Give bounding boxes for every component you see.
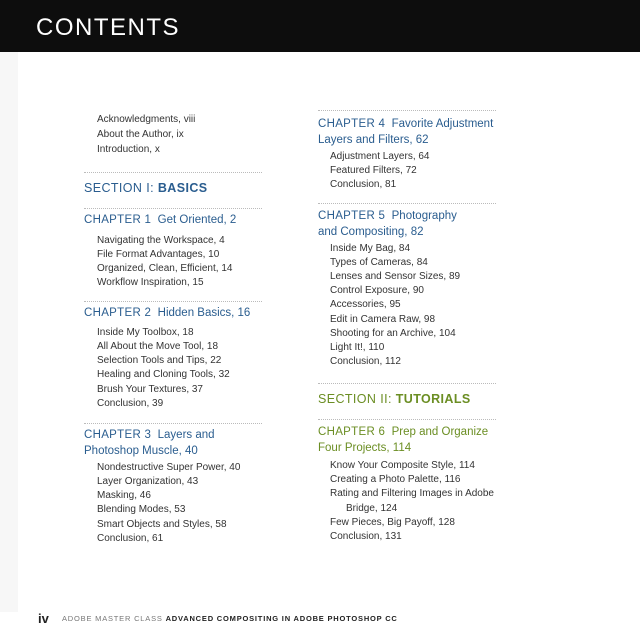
chapter-6-number: CHAPTER 6 (318, 426, 386, 438)
toc-entry[interactable]: Inside My Bag, 84 (330, 243, 411, 254)
toc-entry[interactable]: Nondestructive Super Power, 40 (97, 462, 241, 473)
chapter-5-heading[interactable] (318, 209, 457, 240)
toc-entry[interactable]: Healing and Cloning Tools, 32 (97, 369, 230, 380)
toc-entry[interactable]: Few Pieces, Big Payoff, 128 (330, 517, 455, 528)
chapter-2-heading[interactable] (84, 306, 250, 322)
toc-entry[interactable]: Conclusion, 131 (330, 531, 402, 542)
book-title: ADVANCED COMPOSITING IN ADOBE PHOTOSHOP CC (165, 614, 398, 623)
chapter-divider (318, 203, 496, 204)
section-1-name: BASICS (157, 181, 208, 195)
toc-entry[interactable]: Types of Cameras, 84 (330, 257, 428, 268)
toc-entry[interactable]: Organized, Clean, Efficient, 14 (97, 263, 233, 274)
page-number: iv (38, 611, 49, 626)
chapter-3-title: Layers and (157, 429, 215, 441)
toc-entry[interactable]: Workflow Inspiration, 15 (97, 277, 204, 288)
toc-entry[interactable]: Control Exposure, 90 (330, 285, 424, 296)
section-2-heading[interactable] (318, 392, 471, 406)
section-1-heading[interactable] (84, 181, 208, 195)
toc-entry-about-author[interactable]: About the Author, ix (97, 129, 184, 140)
chapter-2-number: CHAPTER 2 (84, 307, 152, 319)
chapter-divider (318, 110, 496, 111)
toc-entry[interactable]: Layer Organization, 43 (97, 476, 199, 487)
chapter-3-number: CHAPTER 3 (84, 429, 152, 441)
chapter-5-title: Photography (391, 210, 457, 222)
chapter-2-title: Hidden Basics, 16 (157, 307, 251, 319)
chapter-divider (84, 301, 262, 302)
toc-entry[interactable]: Masking, 46 (97, 490, 151, 501)
toc-entry-introduction[interactable]: Introduction, x (97, 144, 160, 155)
section-2-name: TUTORIALS (395, 392, 471, 406)
chapter-5-title-line2: and Compositing, 82 (318, 225, 424, 238)
page-gutter (0, 52, 18, 612)
chapter-4-title: Favorite Adjustment (391, 118, 494, 130)
toc-entry[interactable]: Inside My Toolbox, 18 (97, 327, 194, 338)
toc-entry[interactable]: Featured Filters, 72 (330, 165, 417, 176)
toc-entry[interactable]: Conclusion, 81 (330, 179, 397, 190)
chapter-5-number: CHAPTER 5 (318, 210, 386, 222)
chapter-1-title: Get Oriented, 2 (157, 214, 237, 226)
chapter-divider (84, 423, 262, 424)
page-title: CONTENTS (36, 14, 180, 41)
toc-entry[interactable]: Conclusion, 39 (97, 398, 164, 409)
chapter-divider (84, 208, 262, 209)
chapter-divider (318, 419, 496, 420)
chapter-3-heading[interactable] (84, 428, 215, 459)
toc-entry[interactable]: File Format Advantages, 10 (97, 249, 220, 260)
chapter-1-heading[interactable] (84, 213, 236, 229)
chapter-4-title-line2: Layers and Filters, 62 (318, 133, 429, 146)
toc-entry[interactable]: Accessories, 95 (330, 299, 401, 310)
toc-entry[interactable]: Navigating the Workspace, 4 (97, 235, 225, 246)
toc-entry[interactable]: Brush Your Textures, 37 (97, 384, 203, 395)
chapter-6-heading[interactable] (318, 425, 488, 456)
toc-entry[interactable]: Smart Objects and Styles, 58 (97, 519, 227, 530)
toc-entry[interactable]: Edit in Camera Raw, 98 (330, 314, 436, 325)
toc-entry[interactable]: Adjustment Layers, 64 (330, 151, 430, 162)
toc-entry[interactable]: Know Your Composite Style, 114 (330, 460, 475, 471)
toc-entry[interactable]: Shooting for an Archive, 104 (330, 328, 456, 339)
toc-entry[interactable]: Light It!, 110 (330, 342, 385, 353)
section-2-prefix: SECTION II: (318, 392, 392, 406)
toc-entry[interactable]: Lenses and Sensor Sizes, 89 (330, 271, 461, 282)
chapter-6-title-line2: Four Projects, 114 (318, 441, 412, 454)
toc-entry[interactable]: Creating a Photo Palette, 116 (330, 474, 461, 485)
toc-entry[interactable]: Rating and Filtering Images in Adobe Bridge, 124 (330, 488, 494, 514)
series-name: ADOBE MASTER CLASS (62, 614, 163, 623)
section-divider (318, 383, 496, 384)
section-divider (84, 172, 262, 173)
toc-entry[interactable]: Conclusion, 61 (97, 533, 164, 544)
toc-entry-acknowledgments[interactable]: Acknowledgments, viii (97, 114, 196, 125)
running-footer (62, 614, 398, 623)
chapter-3-title-line2: Photoshop Muscle, 40 (84, 444, 198, 457)
toc-entry[interactable]: Selection Tools and Tips, 22 (97, 355, 222, 366)
chapter-4-number: CHAPTER 4 (318, 118, 386, 130)
chapter-6-title: Prep and Organize (391, 426, 489, 438)
chapter-4-heading[interactable] (318, 117, 493, 148)
page-header (0, 0, 640, 52)
toc-entry[interactable]: Blending Modes, 53 (97, 504, 186, 515)
chapter-1-number: CHAPTER 1 (84, 214, 152, 226)
toc-entry[interactable]: Conclusion, 112 (330, 356, 401, 367)
section-1-prefix: SECTION I: (84, 181, 154, 195)
toc-entry[interactable]: All About the Move Tool, 18 (97, 341, 219, 352)
